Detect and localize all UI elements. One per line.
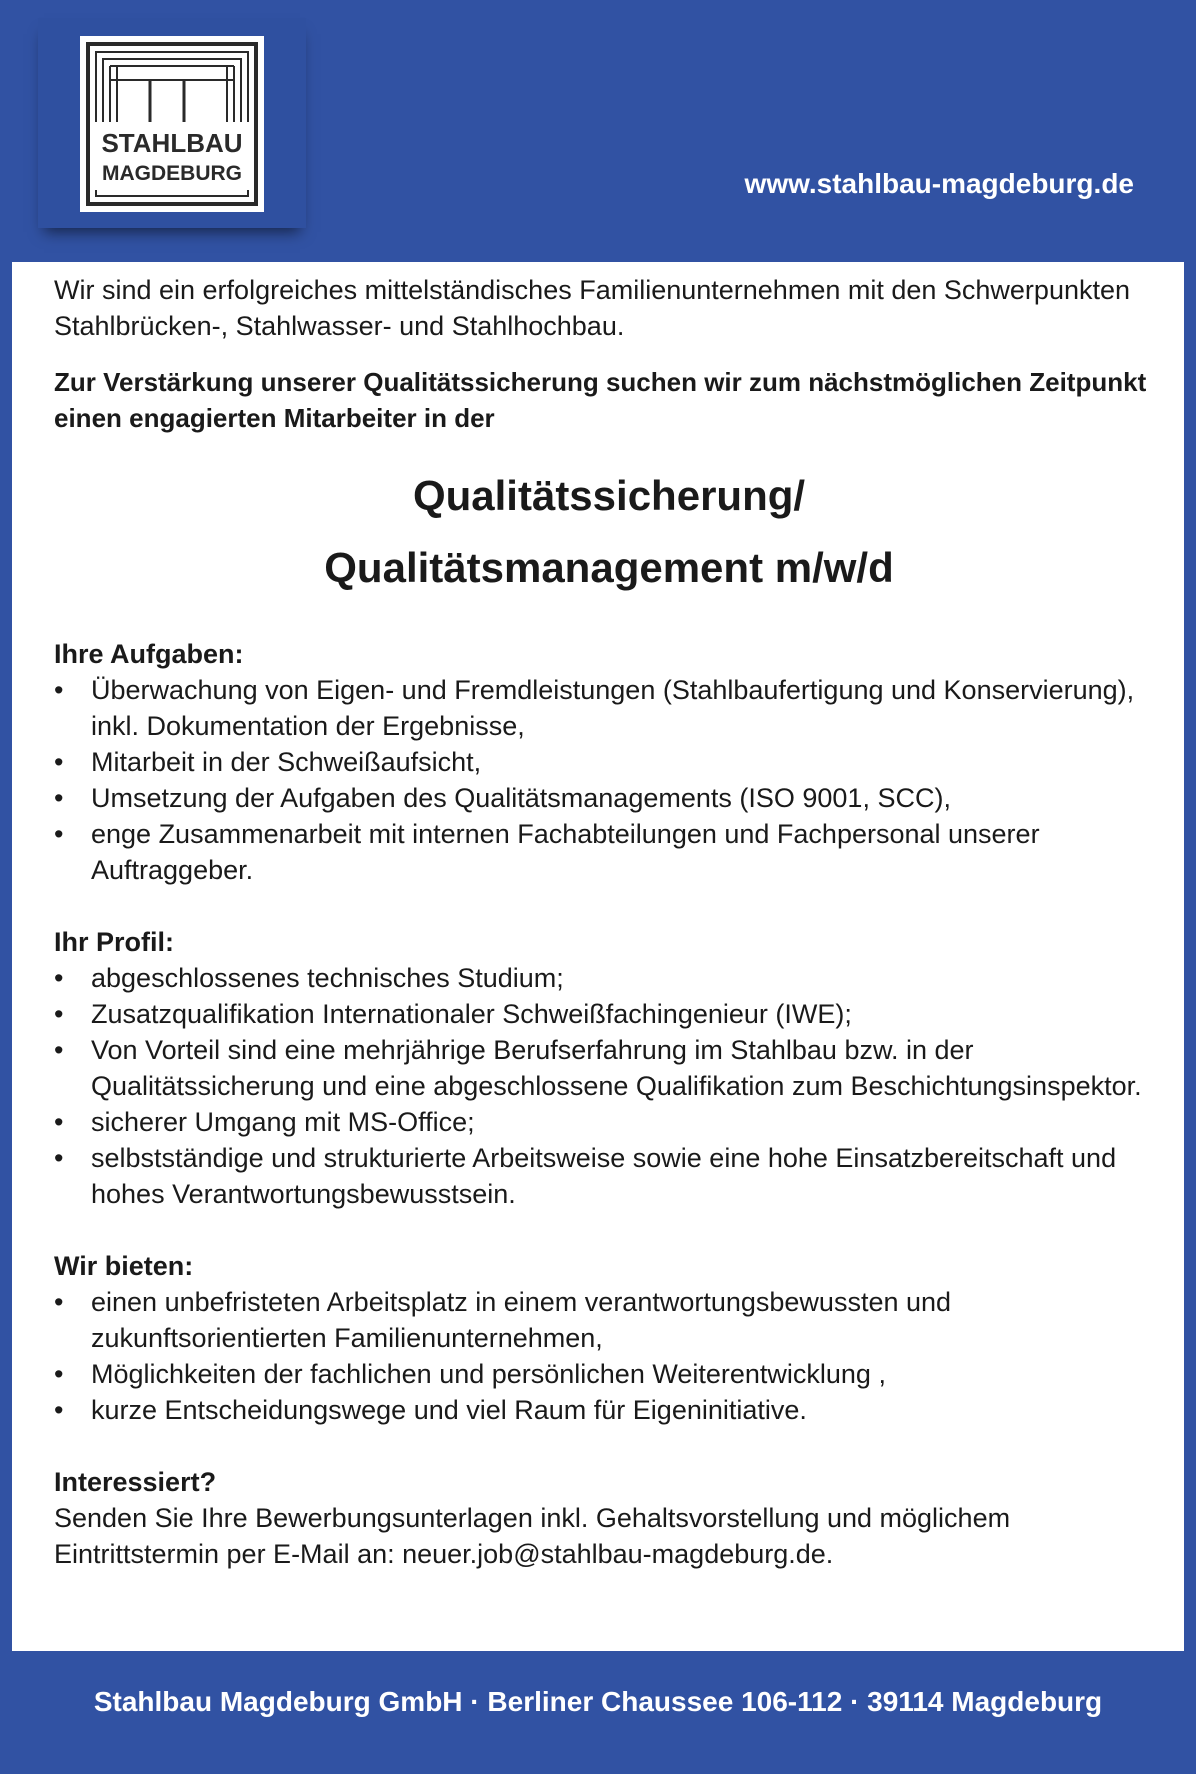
website-url[interactable]: www.stahlbau-magdeburg.de <box>744 168 1134 199</box>
list-item: • abgeschlossenes technisches Studium; <box>54 960 1164 996</box>
offer-list <box>54 1284 1164 1428</box>
logo-tile <box>38 18 306 228</box>
footer-address: Stahlbau Magdeburg GmbH · Berliner Chaussee 106-112 · 39114 Magdeburg <box>93 1686 1103 1717</box>
list-item: • Mitarbeit in der Schweißaufsicht, <box>54 744 1164 780</box>
list-item: • sicherer Umgang mit MS-Office; <box>54 1104 1164 1140</box>
company-intro: Wir sind ein erfolgreiches mittelständisches Familienunternehmen mit den Schwerpunkten Stahlbrücken-, Stahlwasser- und Stahlhochbau. <box>54 275 1131 341</box>
list-item: • einen unbefristeten Arbeitsplatz in einem verantwortungsbewussten und zukunftsorientierten Familienunternehmen, <box>54 1284 1164 1356</box>
contact-text: Senden Sie Ihre Bewerbungsunterlagen inkl. Gehaltsvorstellung und möglichem Eintrittstermin per E-Mail an: neuer.job@stahlbau-magdeburg.de. <box>54 1503 1011 1569</box>
job-title <box>54 460 1164 604</box>
contact-heading: Interessiert? <box>54 1467 217 1497</box>
job-title-line1: Qualitätssicherung/ <box>412 472 806 519</box>
lead-text: Zur Verstärkung unserer Qualitätssicherung suchen wir zum nächstmöglichen Zeitpunkt einen engagierten Mitarbeiter in der <box>54 367 1147 433</box>
offer-heading: Wir bieten: <box>54 1251 194 1281</box>
tasks-heading: Ihre Aufgaben: <box>54 639 244 669</box>
list-item: • Von Vorteil sind eine mehrjährige Berufserfahrung im Stahlbau bzw. in der Qualitätssicherung und eine abgeschlossene Qualifikation zum Beschichtungsinspektor. <box>54 1032 1164 1104</box>
job-ad-panel <box>12 262 1184 1651</box>
tasks-list <box>54 672 1164 888</box>
list-item: • kurze Entscheidungswege und viel Raum für Eigeninitiative. <box>54 1392 1164 1428</box>
profile-list <box>54 960 1164 1212</box>
company-logo <box>80 36 264 212</box>
list-item: • Überwachung von Eigen- und Fremdleistungen (Stahlbaufertigung und Konservierung), inkl. Dokumentation der Ergebnisse, <box>54 672 1164 744</box>
logo-line1: STAHLBAU <box>101 128 243 158</box>
job-title-line2: Qualitätsmanagement m/w/d <box>324 544 894 591</box>
logo-graphic <box>80 36 264 212</box>
profile-heading: Ihr Profil: <box>54 927 174 957</box>
list-item: • Umsetzung der Aufgaben des Qualitätsmanagements (ISO 9001, SCC), <box>54 780 1164 816</box>
list-item: • Zusatzqualifikation Internationaler Schweißfachingenieur (IWE); <box>54 996 1164 1032</box>
list-item: • enge Zusammenarbeit mit internen Fachabteilungen und Fachpersonal unserer Auftraggeber. <box>54 816 1164 888</box>
list-item: • selbstständige und strukturierte Arbeitsweise sowie eine hohe Einsatzbereitschaft und hohes Verantwortungsbewusstsein. <box>54 1140 1164 1212</box>
list-item: • Möglichkeiten der fachlichen und persönlichen Weiterentwicklung , <box>54 1356 1164 1392</box>
logo-line2: MAGDEBURG <box>102 162 242 185</box>
job-ad-body <box>54 272 1164 1572</box>
